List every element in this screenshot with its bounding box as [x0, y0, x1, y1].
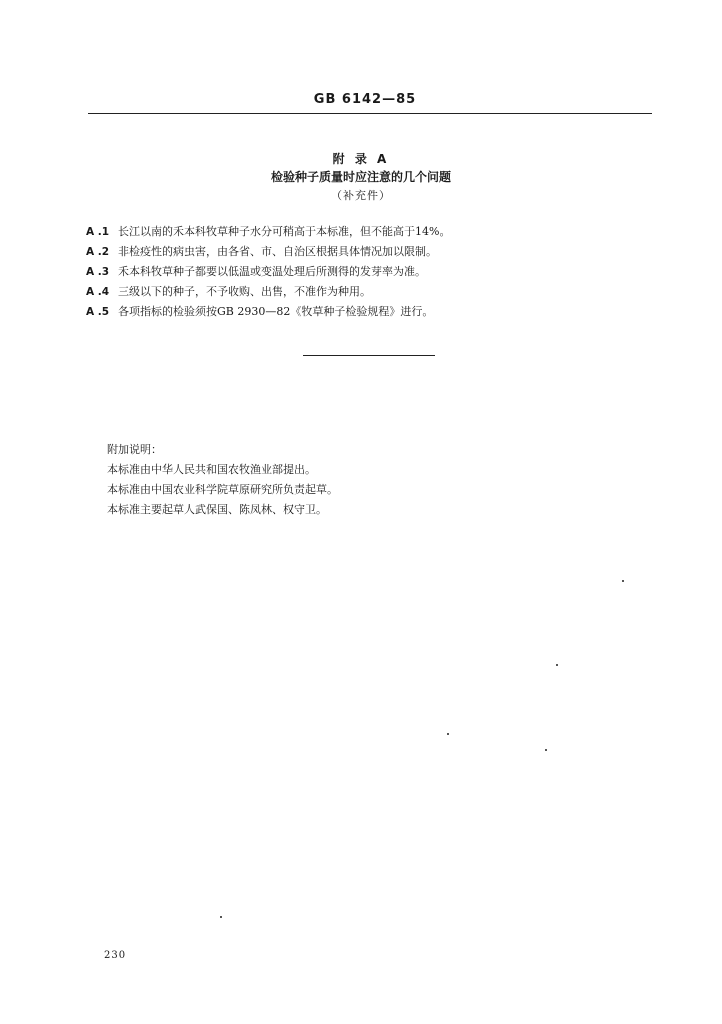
scan-speck [556, 664, 558, 666]
note-line: 本标准由中国农业科学院草原研究所负责起草。 [107, 483, 338, 496]
scan-speck [447, 733, 449, 735]
clause-item [86, 222, 666, 242]
clause-item [86, 302, 666, 322]
end-rule [303, 355, 435, 356]
clause-list [86, 222, 666, 322]
additional-notes [107, 440, 607, 520]
note-line: 本标准主要起草人武保国、陈凤林、权守卫。 [107, 503, 327, 516]
clause-number: A .5 [86, 306, 110, 318]
notes-heading: 附加说明： [107, 443, 162, 456]
clause-text: 非检疫性的病虫害，由各省、市、自治区根据具体情况加以限制。 [118, 245, 437, 258]
clause-text: 各项指标的检验须按GB 2930—82《牧草种子检验规程》进行。 [118, 305, 434, 318]
header-rule [88, 113, 652, 114]
clause-text: 长江以南的禾本科牧草种子水分可稍高于本标准，但不能高于14%。 [118, 225, 451, 238]
clause-text: 禾本科牧草种子都要以低温或变温处理后所测得的发芽率为准。 [118, 265, 426, 278]
standard-code: GB 6142—85 [313, 92, 417, 107]
clause-number: A .2 [86, 246, 110, 258]
clause-number: A .3 [86, 266, 110, 278]
clause-number: A .4 [86, 286, 110, 298]
clause-text: 三级以下的种子，不予收购、出售，不准作为种用。 [118, 285, 371, 298]
clause-number: A .1 [86, 226, 110, 238]
note-line: 本标准由中华人民共和国农牧渔业部提出。 [107, 463, 316, 476]
clause-item [86, 262, 666, 282]
clause-item [86, 282, 666, 302]
appendix-note: （补充件） [331, 189, 391, 202]
appendix-heading: 附 录 A [332, 152, 390, 166]
page-number: 230 [104, 950, 127, 961]
appendix-title: 检验种子质量时应注意的几个问题 [270, 170, 451, 184]
scan-speck [622, 580, 624, 582]
clause-item [86, 242, 666, 262]
scan-speck [545, 749, 547, 751]
scan-speck [220, 916, 222, 918]
